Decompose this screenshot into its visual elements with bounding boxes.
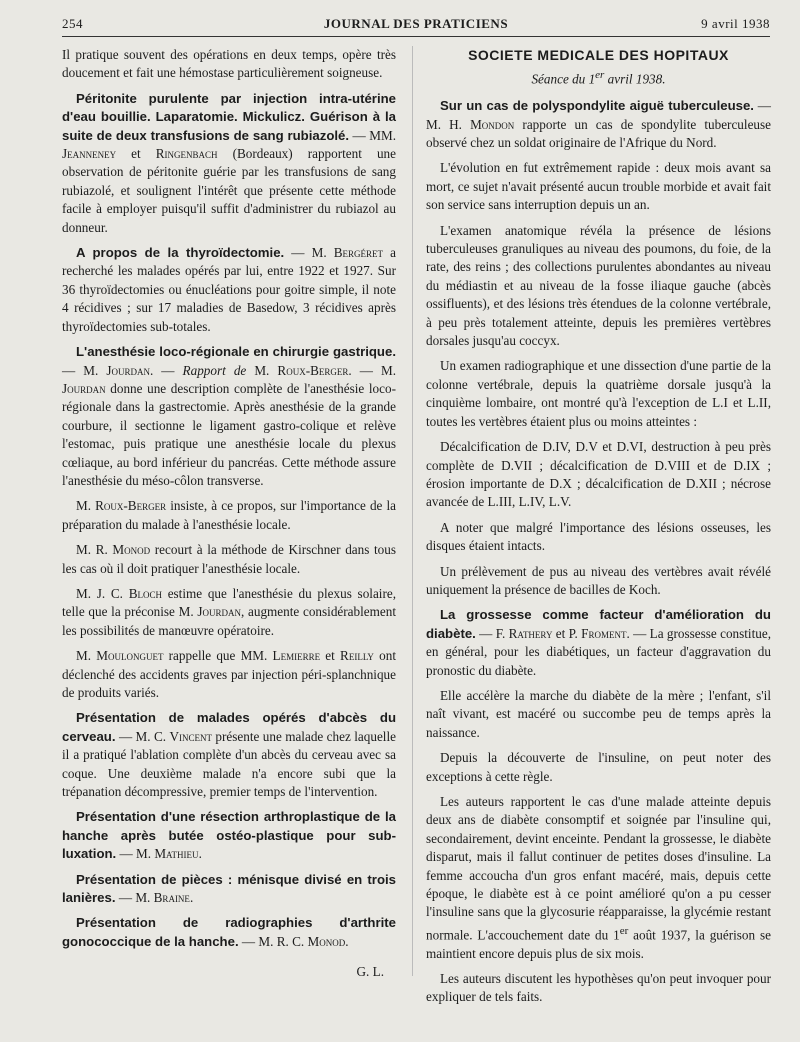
- author-name: Jeanneney: [62, 146, 117, 162]
- author-name: Froment: [581, 625, 627, 641]
- paragraph: A noter que malgré l'importance des lésions osseuses, les disques étaient intacts.: [426, 519, 771, 554]
- author-name: Monod: [112, 542, 151, 558]
- author-name: Jourdan: [197, 604, 241, 620]
- report-title: L'anesthésie loco-régionale en chirurgie gastrique.: [76, 344, 396, 360]
- author-name: Bergéret: [333, 245, 384, 261]
- report-resection-hanche: Présentation d'une résection arthroplastique de la hanche après butée ostéo-plastique pour sub-luxation. — M. Mathieu.: [62, 809, 396, 862]
- section-title: SOCIETE MEDICALE DES HOPITAUX: [468, 47, 729, 63]
- author-name: Vincent: [169, 728, 212, 744]
- journal-title: JOURNAL DES PRATICIENS: [323, 16, 509, 31]
- author-name: Jourdan: [62, 380, 106, 396]
- paragraph: L'évolution en fut extrêmement rapide : deux mois avant sa mort, ce sujet n'avait présenté aucun trouble morbide et avait fait son service sans interruption depuis un an.: [426, 160, 771, 213]
- paragraph: Depuis la découverte de l'insuline, on peut noter des exceptions à cette règle.: [426, 750, 771, 784]
- report-thyroidectomie: A propos de la thyroïdectomie. — M. Bergéret a recherché les malades opérés par lui, entre 1922 et 1927. Sur 36 thyroïdectomies ou énucléations pour goitre simple, il note 4 récidives ; sur 17 maladies de Basedow, 3 récidives après thyroïdectomies sub-totales.: [62, 245, 396, 334]
- report-menisque: Présentation de pièces : ménisque divisé en trois lanières. — M. Braine.: [62, 871, 396, 906]
- session-date: Séance du 1er avril 1938.: [531, 69, 666, 87]
- left-column: [62, 46, 396, 989]
- author-name: Lemierre: [272, 648, 321, 664]
- report-arthrite: Présentation de radiographies d'arthrite gonococcique de la hanche. — M. R. C. Monod.: [62, 915, 396, 949]
- author-name: Bloch: [128, 585, 162, 601]
- report-title: Sur un cas de polyspondylite aiguë tuberculeuse.: [440, 98, 754, 114]
- author-name: Moulonguet: [96, 648, 164, 664]
- discussion-moulonguet: M. Moulonguet rappelle que MM. Lemierre et Reilly ont déclenché des accidents graves par injection péri-splanchnique de produits variés.: [62, 648, 396, 700]
- author-name: Braine: [153, 890, 190, 906]
- paragraph: L'examen anatomique révéla la présence de lésions tuberculeuses granuliques au niveau des poumons, du foie, de la rate, des reins ; des collections purulentes abondantes au niveau du médiastin et au niveau de la fosse iliaque gauche (abcès ossifluents), et des lésions très étendues de la colonne vertébrale, à peu près totalement atteinte, depuis les premières vertèbres dorsales jusqu'au coccyx.: [426, 222, 771, 349]
- right-column: [426, 46, 771, 1014]
- report-title: Présentation de malades opérés d'abcès du cerveau.: [62, 710, 396, 744]
- report-title: Présentation de radiographies d'arthrite gonococcique de la hanche.: [62, 915, 396, 949]
- paragraph: Un prélèvement de pus au niveau des vertèbres avait révélé uniquement la présence de bacilles de Koch.: [426, 563, 771, 597]
- author-name: Reilly: [340, 648, 374, 664]
- report-title: Présentation d'une résection arthroplastique de la hanche après butée ostéo-plastique pour sub-luxation.: [62, 809, 396, 862]
- page-number: 254: [62, 16, 83, 31]
- author-name: Monod: [307, 933, 346, 949]
- signature: G. L.: [356, 964, 384, 980]
- paragraph: Les auteurs rapportent le cas d'une malade atteinte depuis deux ans de diabète consomptif et soignée par l'insuline qui, secondairement, devint enceinte. Pendant la grossesse, le diabète disparut, mais il fallut continuer de petites doses d'insuline. La femme accoucha d'un gros enfant macéré, mais, depuis cette époque, le diabète est à ce point amélioré qu'on a pu cesser l'insuline sans que la glycosurie réapparaisse, la glycémie restant normale. L'accouchement date du 1er août 1937, la guérison se maintient encore depuis plus de six mois.: [426, 794, 771, 961]
- column-divider: [412, 46, 413, 976]
- report-abces-cerveau: Présentation de malades opérés d'abcès du cerveau. — M. C. Vincent présente une malade chez laquelle il a pratiqué l'ablation complète d'un abcès du cerveau avec sa coque. Une deuxième malade n'a encore subi que la trépanation décompressive, premier temps de l'intervention.: [62, 710, 396, 800]
- discussion-monod: M. R. Monod recourt à la méthode de Kirschner dans tous les cas où il doit pratiquer l'anesthésie locale.: [62, 542, 396, 576]
- discussion-roux-berger: M. Roux-Berger insiste, à ce propos, sur l'importance de la préparation du malade à l'anesthésie locale.: [62, 498, 396, 532]
- author-name: Ringenbach: [155, 146, 218, 162]
- running-header: [62, 14, 770, 37]
- report-grossesse-diabete: La grossesse comme facteur d'amélioration du diabète. — F. Rathery et P. Froment. — La grossesse constitue, en général, pour les diabétiques, un facteur d'aggravation du pronostic du diabète.: [426, 607, 771, 678]
- paragraph: Décalcification de D.IV, D.V et D.VI, destruction à peu près complète de D.VII ; décalcification de D.VIII et de D.IX ; érosion importante de D.X ; décalcification de D.XII ; nécrose avancée de L.III, L.IV, L.V.: [426, 439, 771, 510]
- author-name: Jourdan: [106, 362, 150, 378]
- author-name: Roux-Berger: [277, 362, 349, 378]
- paragraph: Les auteurs discutent les hypothèses qu'on peut invoquer pour expliquer de tels faits.: [426, 971, 771, 1005]
- report-anesthesie: L'anesthésie loco-régionale en chirurgie gastrique. — M. Jourdan. — Rapport de M. Roux-Berger. — M. Jourdan donne une description complète de l'anesthésie loco-régionale dans la gastrectomie. Après anesthésie de la grande courbure, il sectionne le ligament gastro-colique et relève l'estomac, puis pratique une anesthésie locale du plexus cœliaque, au bord inférieur du pancréas. Cette méthode assure l'anesthésie du méso-côlon transverse.: [62, 344, 396, 488]
- author-name: Rathery: [508, 625, 553, 641]
- report-title: La grossesse comme facteur d'amélioration du diabète.: [426, 607, 771, 641]
- report-title: Péritonite purulente par injection intra-utérine d'eau bouillie. Laparatomie. Mickulicz. Guérison à la suite de deux transfusions de sang rubiazolé.: [62, 90, 396, 143]
- discussion-bloch: M. J. C. Bloch estime que l'anesthésie du plexus solaire, telle que la préconise M. Jourdan, augmente considérablement les possibilités de manœuvre opératoire.: [62, 585, 397, 638]
- author-name: Mondon: [470, 116, 515, 132]
- report-polyspondylite: Sur un cas de polyspondylite aiguë tuberculeuse. — M. H. Mondon rapporte un cas de spondylite tuberculeuse observé chez un soldat originaire de l'Afrique du Nord.: [426, 98, 771, 151]
- report-title: A propos de la thyroïdectomie.: [76, 245, 285, 261]
- report-title: Présentation de pièces : ménisque divisé en trois lanières.: [62, 871, 396, 906]
- paragraph-continuation: Il pratique souvent des opérations en deux temps, opère très doucement et fait une hémostase particulièrement soigneuse.: [62, 47, 396, 81]
- report-peritonite: Péritonite purulente par injection intra-utérine d'eau bouillie. Laparatomie. Mickulicz. Guérison à la suite de deux transfusions de sang rubiazolé. — MM. Jeanneney et Ringenbach (Bordeaux) rapportent une observation de péritonite guérie par les transfusions de sang rubiazolé, et soulignent l'intérêt que présente cette méthode facile à employer puisqu'il suffit d'administrer du rubiazol au donneur.: [62, 90, 396, 235]
- paragraph: Un examen radiographique et une dissection d'une partie de la colonne vertébrale, depuis la quatrième dorsale jusqu'à la cinquième lombaire, ont montré qu'à l'exception de L.I et L.II, toutes les vertèbres étaient plus ou moins atteintes :: [426, 358, 771, 429]
- author-name: Mathieu: [154, 846, 199, 862]
- issue-date: 9 avril 1938: [701, 16, 770, 31]
- author-name: Roux-Berger: [95, 498, 167, 514]
- paragraph: Elle accélère la marche du diabète de la mère ; l'enfant, s'il naît vivant, est macéré ou succombe peu de temps après la naissance.: [426, 687, 771, 740]
